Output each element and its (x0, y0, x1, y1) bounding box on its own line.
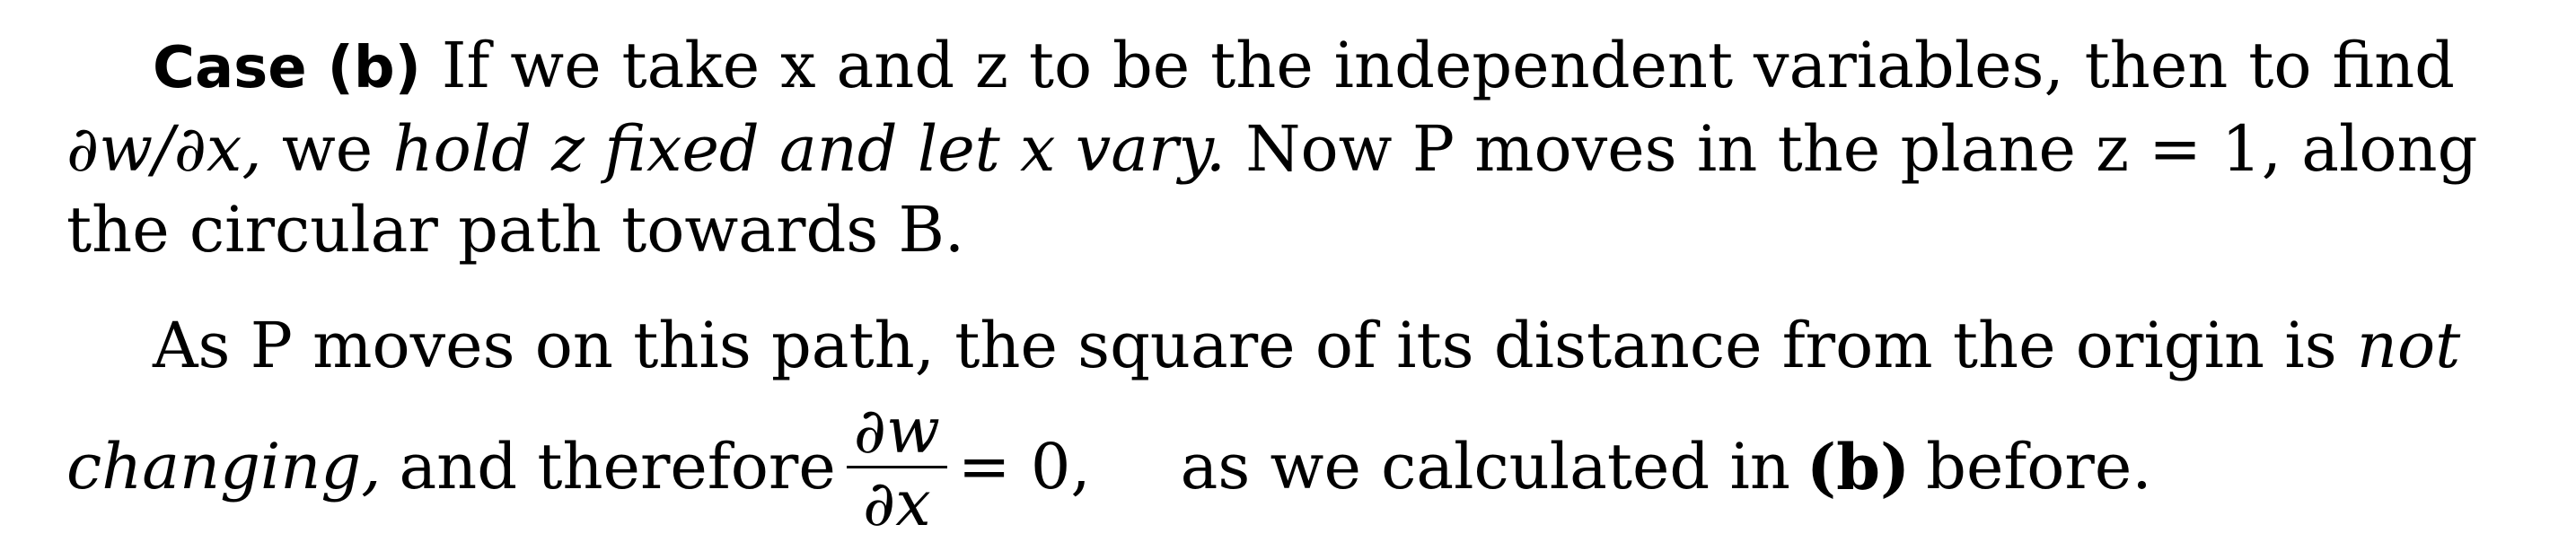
paragraph1-line1-text: If we take x and z to be the independent variables, then to find (441, 29, 2455, 102)
paragraph2-tail-start: as we calculated in (1180, 430, 1790, 503)
paragraph1-line2 (66, 109, 2478, 189)
fraction-dw-dx (847, 393, 947, 540)
paragraph2-tail-end: before. (1926, 430, 2152, 503)
paragraph2-line1 (66, 305, 2461, 386)
fraction-numerator: ∂w (847, 396, 947, 468)
fraction-denominator: ∂x (863, 466, 931, 540)
paragraph1-line3: the circular path towards B. (66, 193, 965, 267)
paragraph1-line1 (66, 25, 2455, 109)
paragraph2-line1-text: As P moves on this path, the square of its distance from the origin is (153, 309, 2337, 382)
emphasis-changing: changing, (66, 430, 382, 503)
partial-derivative-inline: ∂w/∂x, (66, 112, 262, 186)
paragraph1-line2-we: we (281, 112, 374, 186)
reference-b: (b) (1806, 429, 1911, 504)
paragraph2-line2 (66, 386, 2152, 547)
paragraph-distance (66, 305, 2461, 386)
paragraph2-and-therefore: and therefore (399, 430, 836, 503)
emphasis-not: not (2356, 309, 2461, 382)
emphasis-hold-z-fixed: hold z fixed and let x vary. (392, 112, 1226, 186)
paragraph1-line2-rest: Now P moves in the plane z = 1, along (1245, 112, 2478, 186)
case-label: Case (b) (153, 35, 421, 101)
equals-zero: = 0, (957, 430, 1091, 503)
paragraph-case-b (66, 25, 2478, 270)
